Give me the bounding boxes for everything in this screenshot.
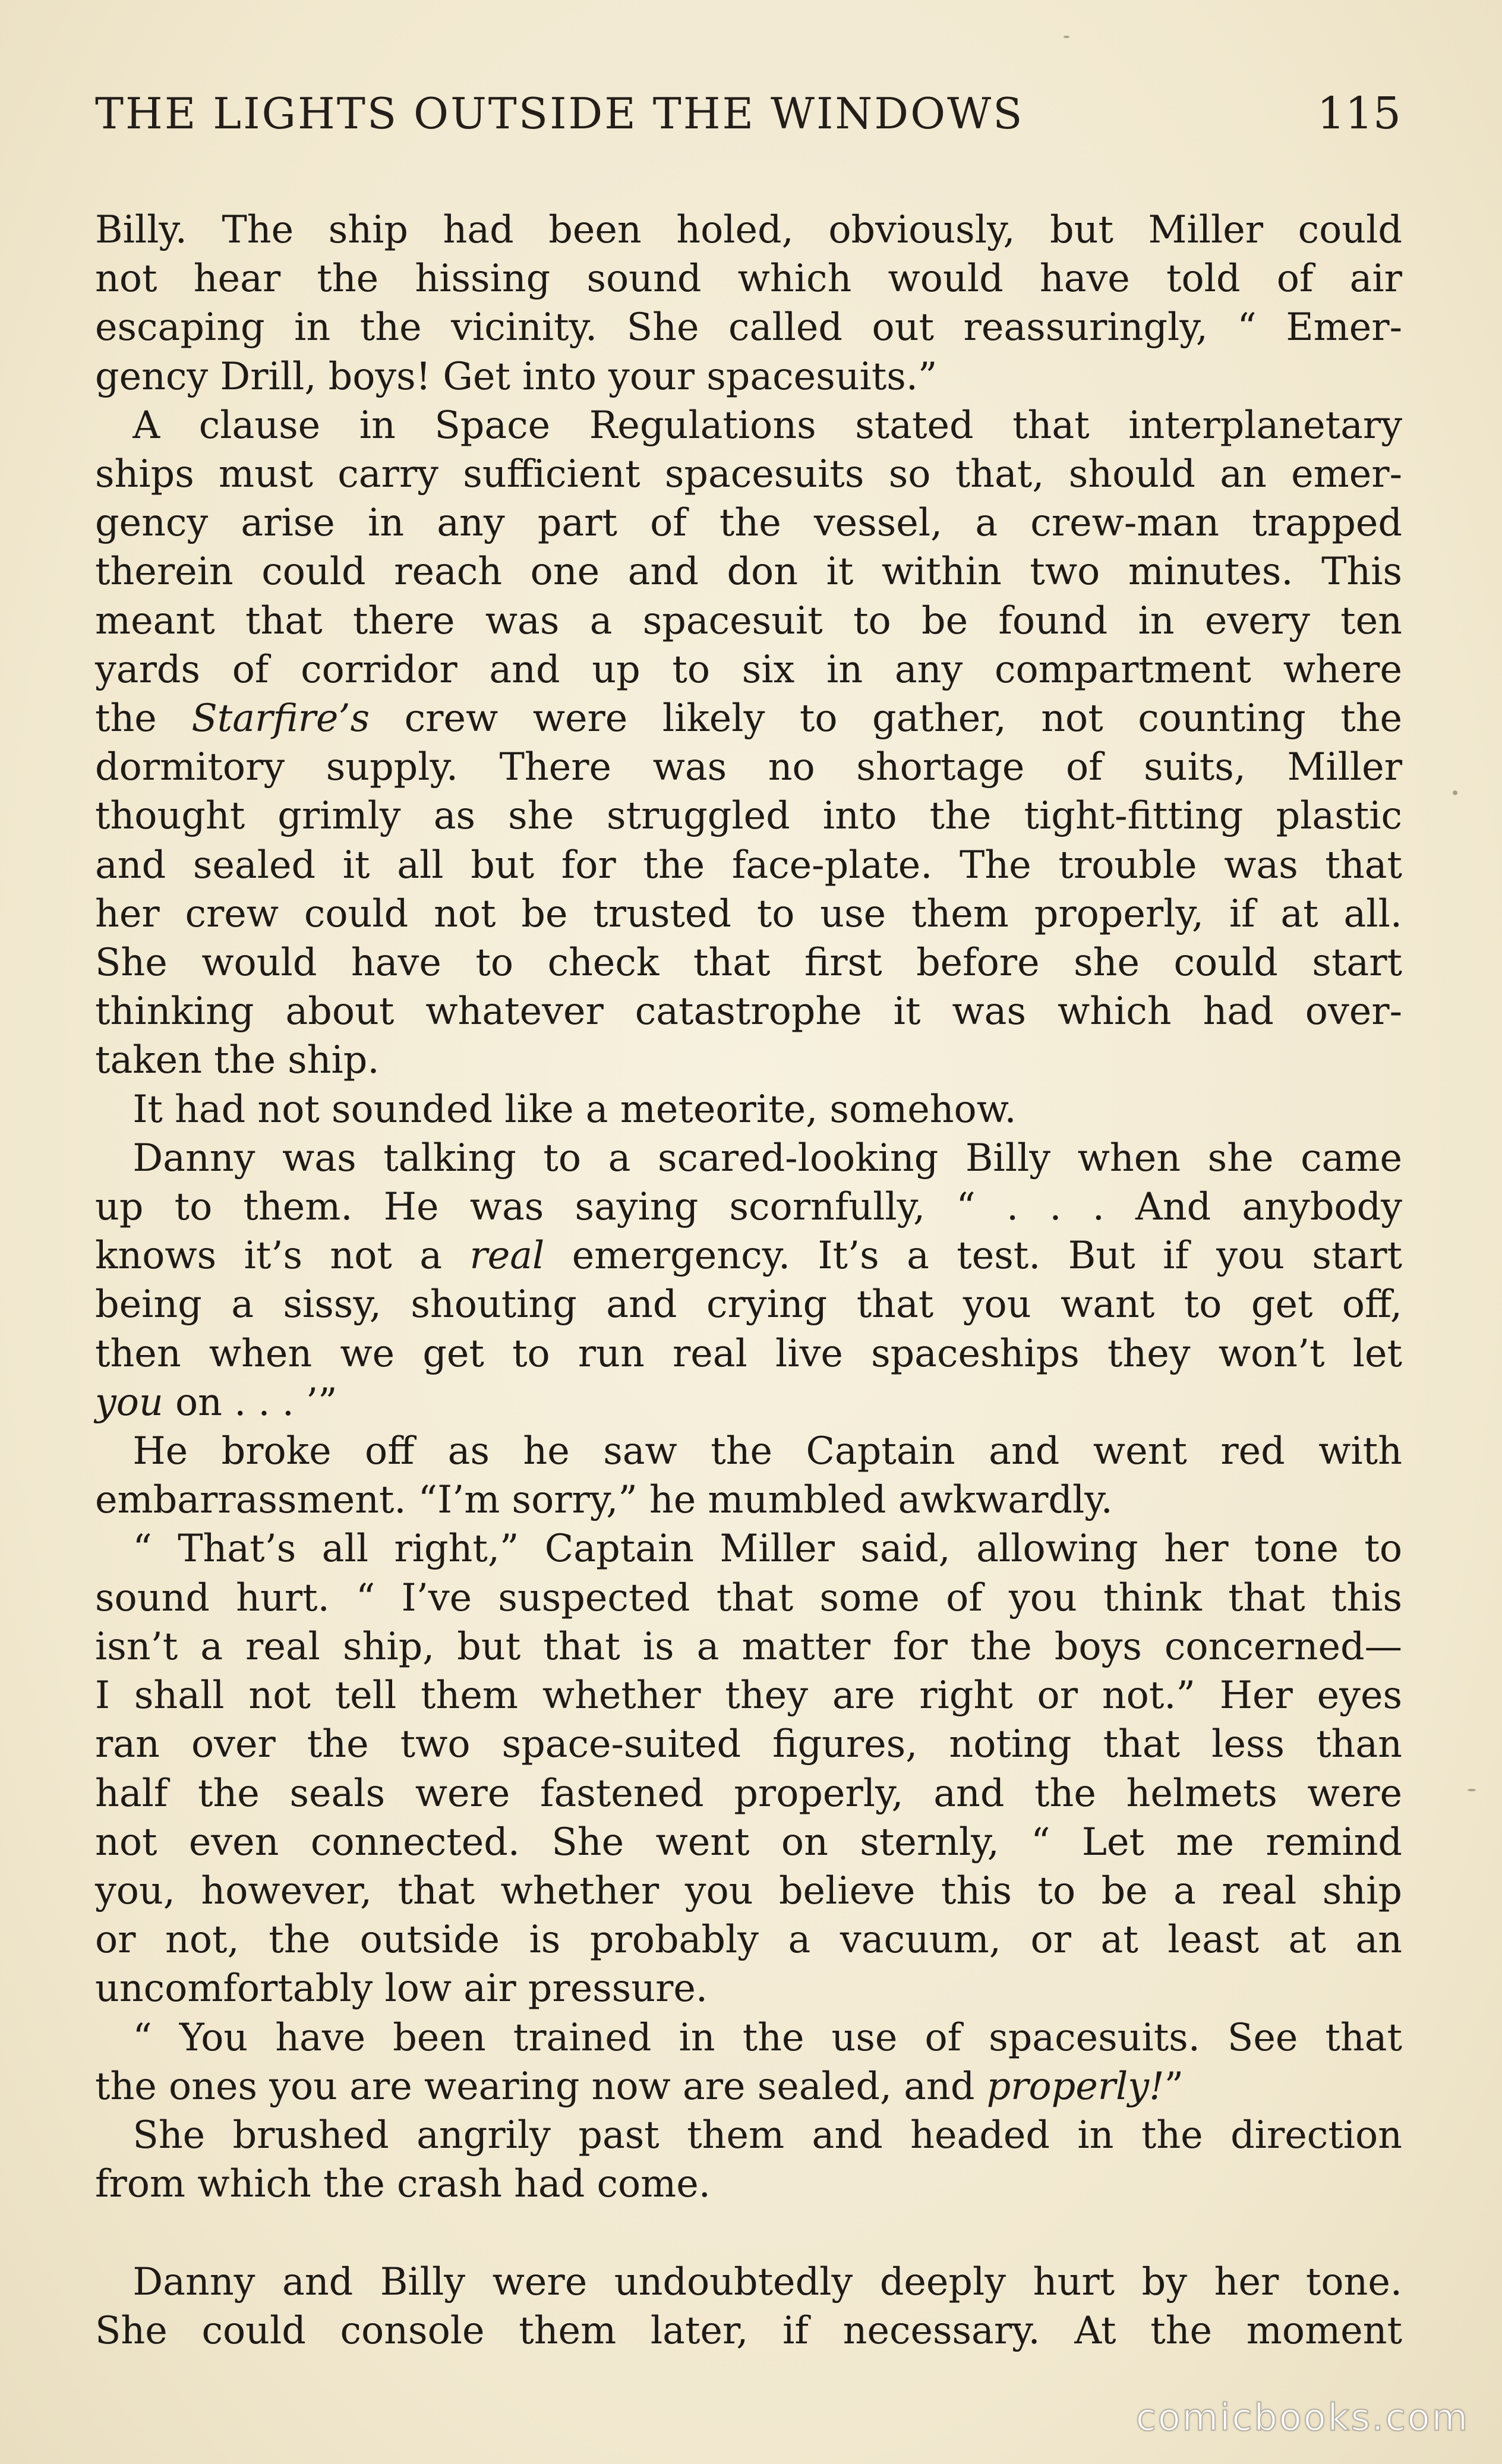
text-line: uncomfortably low air pressure. [95,1966,708,2011]
paper-speck [1453,790,1457,795]
text-line: or not, the outside is probably a vacuum, or at least at an [95,1917,1402,1962]
emphasis: properly! [986,2063,1165,2108]
text-segment: emergency. It’s a test. But if you start [572,1233,1402,1278]
text-line: I shall not tell them whether they are right or not.” Her eyes [95,1673,1402,1718]
text-segment: on . . . ’” [175,1379,337,1424]
text-line: and sealed it all but for the face-plate. The trouble was that [95,842,1402,887]
text-line: up to them. He was saying scornfully, “ . . . And anybody [95,1184,1402,1229]
text-line: She would have to check that first before she could start [95,940,1402,985]
text-line: then when we get to run real live spaceships they won’t let [95,1331,1402,1375]
page-number: 115 [1317,88,1401,139]
text-line: from which the crash had come. [95,2161,711,2206]
text-line: yards of corridor and up to six in any compartment where [95,647,1402,691]
text-line [95,694,1402,742]
text-line: ships must carry sufficient spacesuits so that, should an emer- [95,452,1402,496]
text-line: “ That’s all right,” Captain Miller said, allowing her tone to [95,1526,1402,1571]
emphasis: real [469,1233,545,1278]
text-segment: the [95,696,157,741]
body-text [95,205,1402,2355]
text-segment: ” [1164,2063,1184,2108]
text-line: isn’t a real ship, but that is a matter for the boys concerned— [95,1624,1402,1668]
text-line: gency arise in any part of the vessel, a crew-man trapped [95,500,1402,545]
emphasis: you [95,1379,163,1424]
text-line: She brushed angrily past them and headed in the direction [95,2112,1402,2157]
text-line: her crew could not be trusted to use them properly, if at all. [95,891,1402,935]
text-segment: the ones you are wearing now are sealed, and [95,2063,975,2108]
text-line [95,1231,1402,1280]
text-line: thought grimly as she struggled into the tight-fitting plastic [95,793,1402,838]
text-line: escaping in the vicinity. She called out reassuringly, “ Emer- [95,305,1402,349]
text-line: Danny was talking to a scared-looking Billy when she came [95,1135,1402,1180]
paper-speck [1064,36,1069,38]
text-line: being a sissy, shouting and crying that you want to get off, [95,1282,1402,1326]
text-line: not even connected. She went on sternly, “ Let me remind [95,1819,1402,1864]
text-line [95,2062,1402,2110]
text-line: A clause in Space Regulations stated that interplanetary [95,402,1402,447]
text-line: meant that there was a spacesuit to be found in every ten [95,598,1402,642]
text-line: gency Drill, boys! Get into your spacesuits.” [95,354,938,398]
text-line: thinking about whatever catastrophe it was which had over- [95,989,1402,1034]
text-line: embarrassment. “I’m sorry,” he mumbled awkwardly. [95,1477,1113,1522]
text-segment: crew were likely to gather, not counting the [404,696,1402,741]
running-head [95,88,1407,153]
text-line: you, however, that whether you believe this to be a real ship [95,1868,1402,1912]
text-line [95,1378,1402,1426]
running-title: THE LIGHTS OUTSIDE THE WINDOWS [95,89,1024,138]
paper-speck [1468,1789,1476,1791]
text-line: Danny and Billy were undoubtedly deeply hurt by her tone. [95,2259,1402,2304]
text-line: half the seals were fastened properly, and the helmets were [95,1770,1402,1815]
text-line: “ You have been trained in the use of spacesuits. See that [95,2015,1402,2059]
text-line: dormitory supply. There was no shortage of suits, Miller [95,745,1402,789]
text-line: therein could reach one and don it within two minutes. This [95,549,1402,594]
text-line: not hear the hissing sound which would have told of air [95,256,1402,301]
text-segment: knows it’s not a [95,1233,443,1278]
text-line: ran over the two space-suited figures, noting that less than [95,1722,1402,1766]
text-line: sound hurt. “ I’ve suspected that some of you think that this [95,1575,1402,1619]
text-line: He broke off as he saw the Captain and went red with [95,1429,1402,1473]
watermark: comicbooks.com [1135,2396,1469,2439]
text-line: taken the ship. [95,1038,380,1082]
ship-name: Starfire’s [191,696,370,741]
text-line: Billy. The ship had been holed, obviously, but Miller could [95,207,1402,251]
text-line: It had not sounded like a meteorite, somehow. [95,1086,1017,1131]
text-line: She could console them later, if necessary. At the moment [95,2308,1402,2352]
